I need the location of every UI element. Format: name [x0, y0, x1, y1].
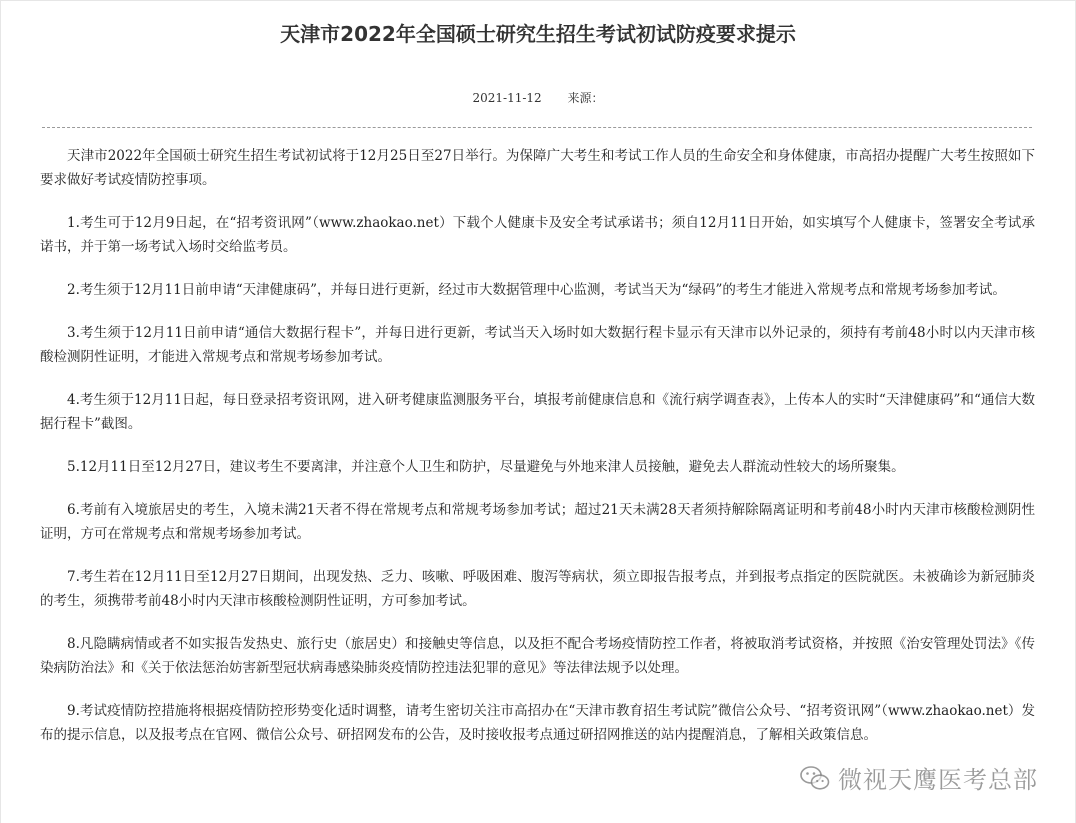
dashed-divider: [42, 127, 1032, 128]
frame-left-border: [0, 0, 1, 823]
article-body: [40, 144, 1035, 766]
intro-paragraph: 天津市2022年全国硕士研究生招生考试初试将于12月25日至27日举行。为保障广大考生和考试工作人员的生命安全和身体健康，市高招办提醒广大考生按照如下要求做好考试疫情防控事项。: [40, 148, 1035, 188]
account-watermark: [800, 760, 1038, 795]
item-8-paragraph: 8.凡隐瞒病情或者不如实报告发热史、旅行史（旅居史）和接触史等信息，以及拒不配合考场疫情防控工作者，将被取消考试资格，并按照《治安管理处罚法》《传染病防治法》和《关于依法惩治妨害新型冠状病毒感染肺炎疫情防控违法犯罪的意见》等法律法规予以处理。: [40, 636, 1035, 676]
article-title: 天津市2022年全国硕士研究生招生考试初试防疫要求提示: [280, 22, 796, 46]
item-9-paragraph: 9.考试疫情防控措施将根据疫情防控形势变化适时调整，请考生密切关注市高招办在“天津市教育招生考试院”微信公众号、“招考资讯网”（www.zhaokao.net）发布的提示信息，以及报考点在官网、微信公众号、研招网发布的公告，及时接收报考点通过研招网推送的站内提醒消息，了解相关政策信息。: [40, 703, 1035, 743]
frame-top-border: [0, 0, 1076, 1]
item-3-paragraph: 3.考生须于12月11日前申请“通信大数据行程卡”，并每日进行更新，考试当天入场时如大数据行程卡显示有天津市以外记录的，须持有考前48小时以内天津市核酸检测阴性证明，才能进入常规考点和常规考场参加考试。: [40, 325, 1035, 365]
item-2-paragraph: 2.考生须于12月11日前申请“天津健康码”，并每日进行更新，经过市大数据管理中心监测，考试当天为“绿码”的考生才能进入常规考点和常规考场参加考试。: [67, 282, 1006, 298]
wechat-bubbles-icon: [800, 765, 830, 791]
item-4-paragraph: 4.考生须于12月11日起，每日登录招考资讯网，进入研考健康监测服务平台，填报考前健康信息和《流行病学调查表》，上传本人的实时“天津健康码”和“通信大数据行程卡”截图。: [40, 392, 1035, 432]
source-label: 来源：: [567, 91, 604, 105]
item-5-paragraph: 5.12月11日至12月27日，建议考生不要离津，并注意个人卫生和防护，尽量避免与外地来津人员接触，避免去人群流动性较大的场所聚集。: [67, 459, 905, 475]
publish-date: 2021-11-12: [472, 91, 542, 105]
watermark-text: 微视天鹰医考总部: [838, 766, 1038, 794]
article-meta: [0, 89, 1076, 106]
item-6-paragraph: 6.考前有入境旅居史的考生，入境未满21天者不得在常规考点和常规考场参加考试；超过21天未满28天者须持解除隔离证明和考前48小时内天津市核酸检测阴性证明，方可在常规考点和常规考场参加考试。: [40, 502, 1035, 542]
item-1-paragraph: 1.考生可于12月9日起，在“招考资讯网”（www.zhaokao.net）下载个人健康卡及安全考试承诺书；须自12月11日开始，如实填写个人健康卡，签署安全考试承诺书，并于第一场考试入场时交给监考员。: [40, 215, 1035, 255]
item-7-paragraph: 7.考生若在12月11日至12月27日期间，出现发热、乏力、咳嗽、呼吸困难、腹泻等病状，须立即报告报考点，并到报考点指定的医院就医。未被确诊为新冠肺炎的考生，须携带考前48小时内天津市核酸检测阴性证明，方可参加考试。: [40, 569, 1035, 609]
